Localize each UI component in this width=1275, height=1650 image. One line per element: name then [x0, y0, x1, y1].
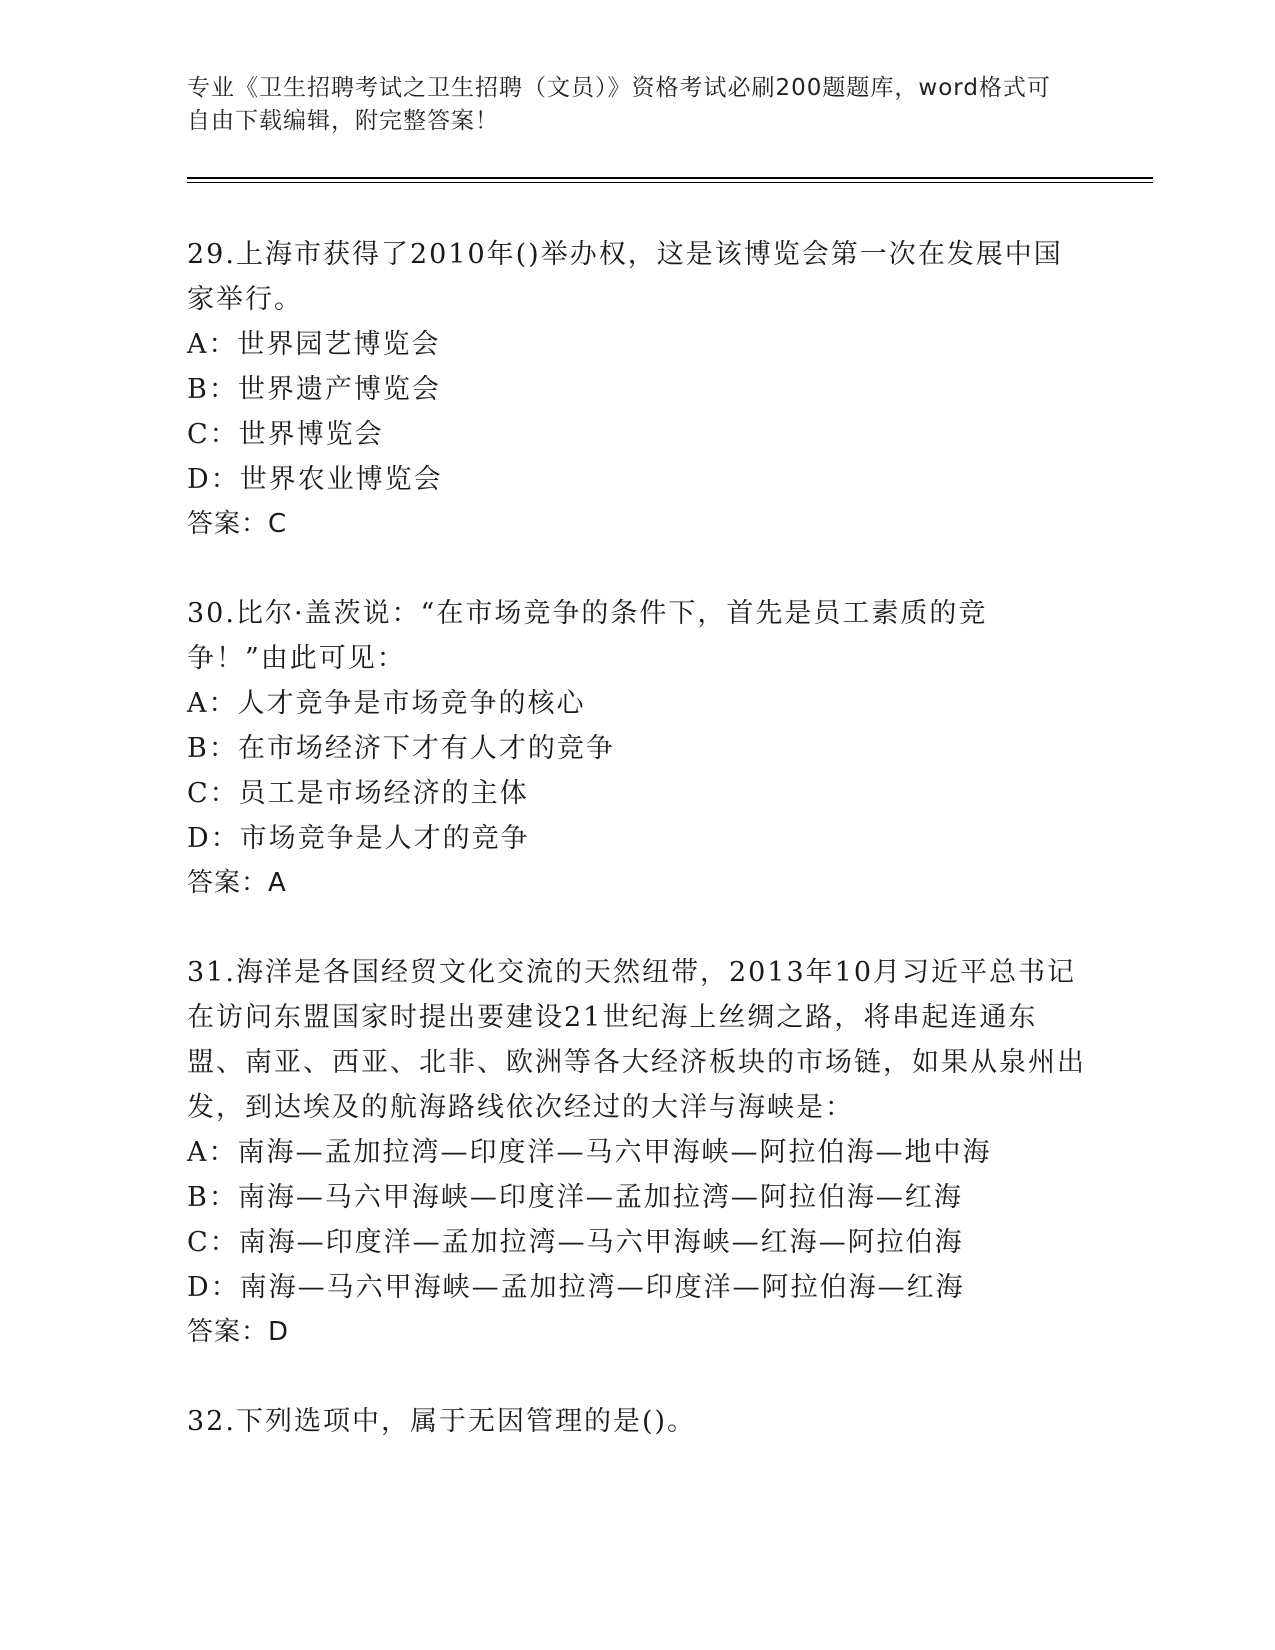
option-c: C：南海—印度洋—孟加拉湾—马六甲海峡—红海—阿拉伯海: [187, 1227, 964, 1258]
option-d: D：市场竞争是人才的竞争: [187, 823, 530, 854]
question-32: [187, 1399, 1087, 1444]
document-header: 专业《卫生招聘考试之卫生招聘（文员）》资格考试必刷200题题库，word格式可自由下载编辑，附完整答案！: [187, 75, 1051, 134]
option-d: D：南海—马六甲海峡—孟加拉湾—印度洋—阿拉伯海—红海: [187, 1272, 965, 1303]
answer: 答案：C: [187, 509, 288, 539]
answer: 答案：D: [187, 1317, 290, 1347]
question-29: [187, 232, 1087, 547]
question-stem: 30.比尔·盖茨说：“在市场竞争的条件下，首先是员工素质的竞争！”由此可见：: [187, 598, 988, 674]
option-d: D：世界农业博览会: [187, 464, 443, 495]
question-stem: 31.海洋是各国经贸文化交流的天然纽带，2013年10月习近平总书记在访问东盟国家时提出要建设21世纪海上丝绸之路，将串起连通东盟、南亚、西亚、北非、欧洲等各大经济板块的市场链，如果从泉州出发，到达埃及的航海路线依次经过的大洋与海峡是：: [187, 957, 1086, 1123]
header-divider-thin: [187, 182, 1153, 183]
option-b: B：南海—马六甲海峡—印度洋—孟加拉湾—阿拉伯海—红海: [187, 1182, 963, 1213]
option-c: C：员工是市场经济的主体: [187, 778, 529, 809]
question-31: [187, 950, 1087, 1355]
option-c: C：世界博览会: [187, 419, 384, 450]
option-a: A：人才竞争是市场竞争的核心: [187, 688, 586, 719]
question-stem: 29.上海市获得了2010年()举办权，这是该博览会第一次在发展中国家举行。: [187, 239, 1063, 315]
answer: 答案：A: [187, 868, 287, 898]
option-a: A：南海—孟加拉湾—印度洋—马六甲海峡—阿拉伯海—地中海: [187, 1137, 992, 1168]
question-stem: 32.下列选项中，属于无因管理的是()。: [187, 1406, 697, 1437]
option-b: B：世界遗产博览会: [187, 374, 441, 405]
option-a: A：世界园艺博览会: [187, 329, 441, 360]
header-divider: [187, 177, 1153, 179]
option-b: B：在市场经济下才有人才的竞争: [187, 733, 615, 764]
question-30: [187, 591, 1087, 906]
question-list: [187, 232, 1087, 1444]
